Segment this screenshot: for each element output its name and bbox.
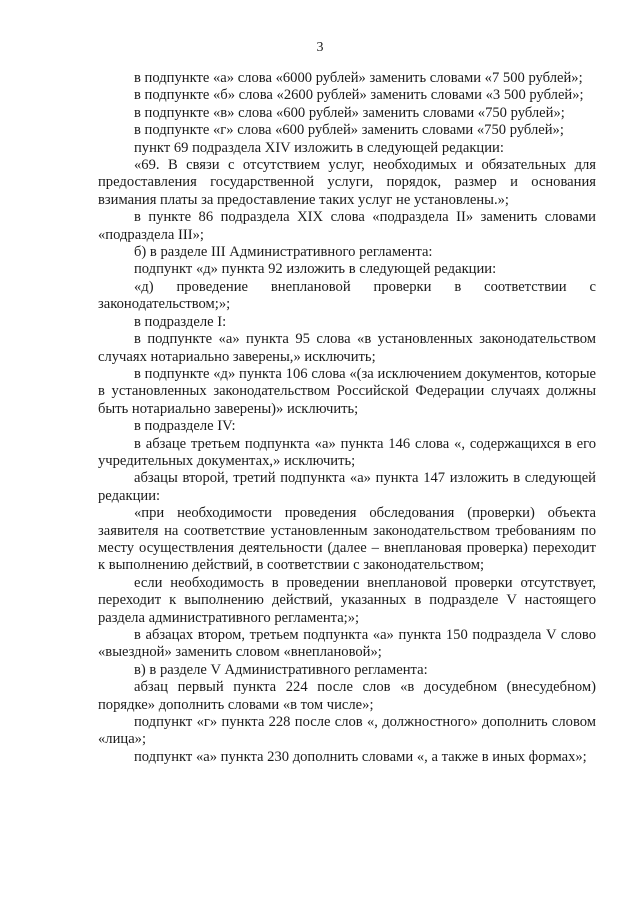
paragraph: «при необходимости проведения обследования (проверки) объекта заявителя на соответствие установленным законодательством требованиям по месту осуществления деятельности (далее – внеплановая проверка) переходит к выполнению действий, в соответствии с законодательством; (98, 505, 596, 574)
paragraph: в подпункте «а» слова «6000 рублей» заменить словами «7 500 рублей»; (134, 70, 583, 86)
paragraph: подпункт «д» пункта 92 изложить в следующей редакции: (134, 261, 497, 278)
paragraph: подпункт «г» пункта 228 после слов «, должностного» дополнить словом «лица»; (98, 714, 596, 748)
paragraph: в пункте 86 подраздела XIX слова «подраздела II» заменить словами «подраздела III»; (98, 209, 596, 243)
paragraph: подпункт «а» пункта 230 дополнить словами «, а также в иных формах»; (134, 748, 587, 765)
paragraph: в подпункте «г» слова «600 рублей» заменить словами «750 рублей»; (134, 122, 564, 139)
paragraph: абзацы второй, третий подпункта «а» пункта 147 изложить в следующей редакции: (98, 470, 596, 504)
document-body (98, 70, 596, 766)
paragraph: в абзацах втором, третьем подпункта «а» пункта 150 подраздела V слово «выездной» заменить словом «внеплановой»; (98, 627, 596, 661)
page-number: 3 (316, 40, 324, 55)
paragraph: в) в разделе V Административного регламента: (134, 661, 428, 678)
paragraph: «д) проведение внеплановой проверки в соответствии с законодательством;»; (98, 278, 596, 313)
paragraph: если необходимость в проведении внеплановой проверки отсутствует, переходит к выполнению действий, указанных в подразделе V настоящего раздела административного регламента;»; (98, 574, 596, 626)
paragraph: б) в разделе III Административного регламента: (134, 244, 433, 261)
paragraph: в подразделе I: (134, 313, 227, 330)
paragraph: в подразделе IV: (134, 418, 236, 435)
paragraph: в абзаце третьем подпункта «а» пункта 146 слова «, содержащихся в его учредительных документах,» исключить; (98, 435, 596, 469)
paragraph: в подпункте «б» слова «2600 рублей» заменить словами «3 500 рублей»; (134, 87, 584, 104)
paragraph: пункт 69 подраздела XIV изложить в следующей редакции: (134, 139, 504, 156)
paragraph: «69. В связи с отсутствием услуг, необходимых и обязательных для предоставления государственной услуги, порядок, размер и основания взимания платы за предоставление таких услуг не установлены.»; (98, 157, 596, 208)
paragraph: в подпункте «д» пункта 106 слова «(за исключением документов, которые в установленных законодательством Российской Федерации случаях должны быть нотариально заверены)» исключить; (98, 365, 596, 417)
paragraph: абзац первый пункта 224 после слов «в досудебном (внесудебном) порядке» дополнить словами «в том числе»; (98, 679, 596, 713)
paragraph: в подпункте «а» пункта 95 слова «в установленных законодательством случаях нотариально заверены,» исключить; (98, 331, 596, 365)
paragraph: в подпункте «в» слова «600 рублей» заменить словами «750 рублей»; (134, 104, 565, 121)
